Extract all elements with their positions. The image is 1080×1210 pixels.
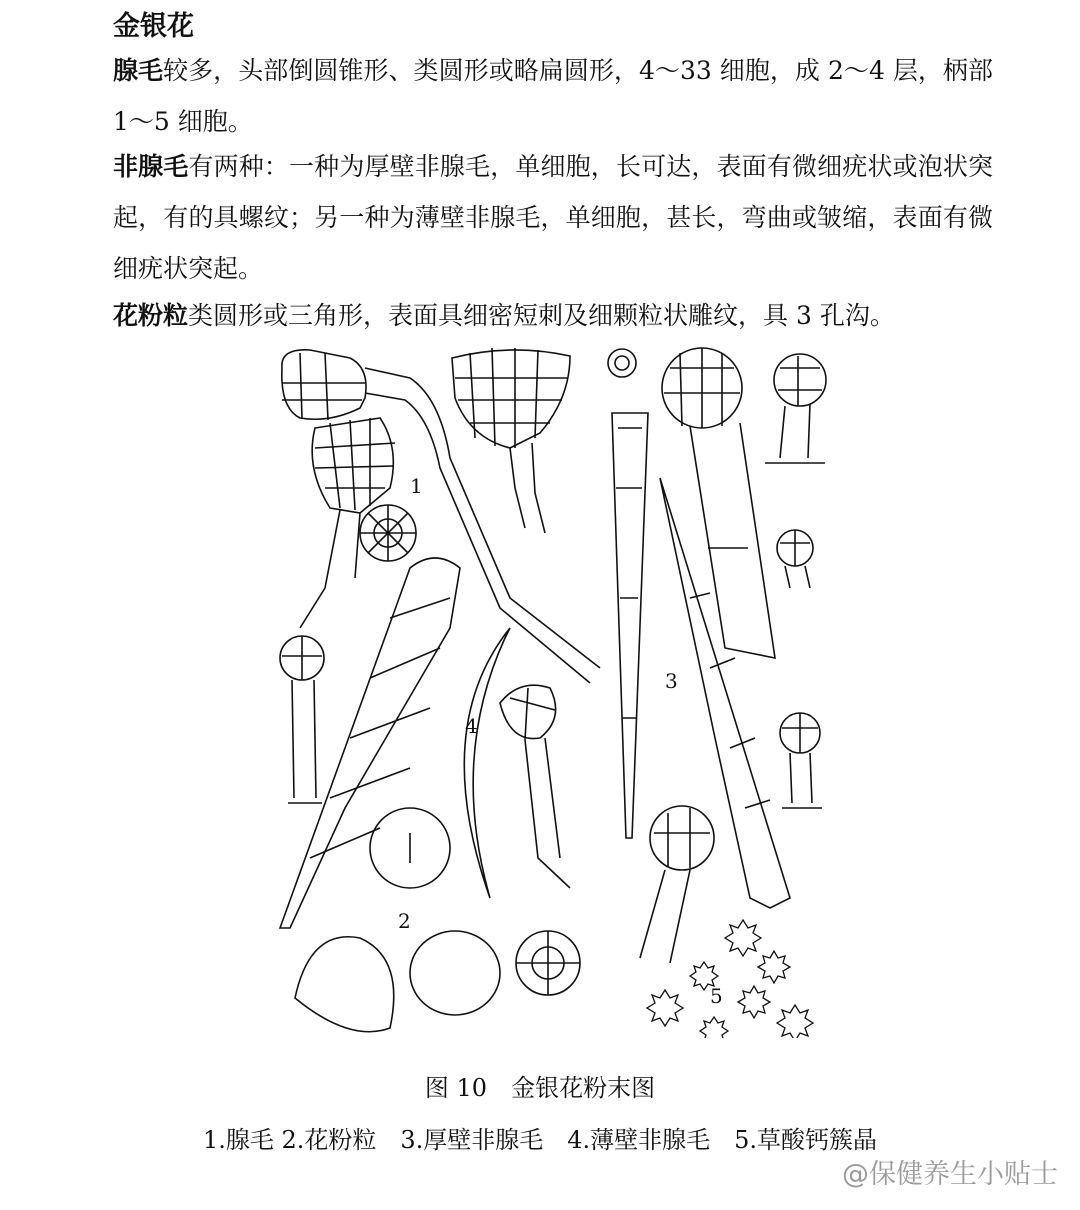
calcium-oxalate-clusters [647,920,813,1038]
glandular-hair [777,530,813,588]
term-non-glandular-hairs: 非腺毛 [113,152,189,181]
glandular-hair-head [360,505,416,561]
term-pollen-grains: 花粉粒 [113,301,189,330]
page-title: 金银花 [113,11,194,42]
thick-walled-hair [612,413,648,838]
paragraph-glandular-hairs [113,45,993,147]
paragraph-pollen-grains [113,290,993,341]
term-glandular-hairs: 腺毛 [113,56,164,85]
figure-label-4: 4 [465,714,478,738]
figure-caption-title: 图 10 金银花粉末图 [424,1074,656,1102]
thick-walled-hair [660,478,790,908]
glandular-hair [765,354,826,463]
pollen-grain [516,931,580,995]
powder-drawing [270,338,830,1038]
glandular-hair [662,348,775,658]
glandular-hair [300,418,395,628]
watermark: @保健养生小贴士 [842,1159,1058,1190]
powder-illustration [270,338,830,1038]
thin-walled-hair [464,628,510,898]
paragraph-text: 较多，头部倒圆锥形、类圆形或略扁圆形，4～33 细胞，成 2～4 层，柄部 1～5 细胞。 [113,56,993,136]
pollen-grain [295,937,394,1032]
figure-label-1: 1 [410,474,423,498]
thick-walled-hair [280,558,460,928]
glandular-hair [640,806,714,963]
paragraph-text: 类圆形或三角形，表面具细密短刺及细颗粒状雕纹，具 3 孔沟。 [188,301,895,330]
paragraph-non-glandular-hairs [113,141,993,294]
figure-label-5: 5 [710,984,723,1008]
paragraph-text: 有两种：一种为厚壁非腺毛，单细胞，长可达，表面有微细疣状或泡状突起，有的具螺纹；另一种为薄壁非腺毛，单细胞，甚长，弯曲或皱缩，表面有微细疣状突起。 [113,152,993,283]
pollen-grain [410,931,500,1015]
pollen-grain [370,808,450,888]
glandular-hair [500,685,570,888]
pollen-grain-small [608,349,636,377]
figure-caption-legend: 1.腺毛 2.花粉粒 3.厚壁非腺毛 4.薄壁非腺毛 5.草酸钙簇晶 [202,1126,878,1154]
figure-label-3: 3 [665,669,678,693]
figure-label-2: 2 [398,909,411,933]
glandular-hair [280,636,324,803]
glandular-hair [780,713,822,808]
